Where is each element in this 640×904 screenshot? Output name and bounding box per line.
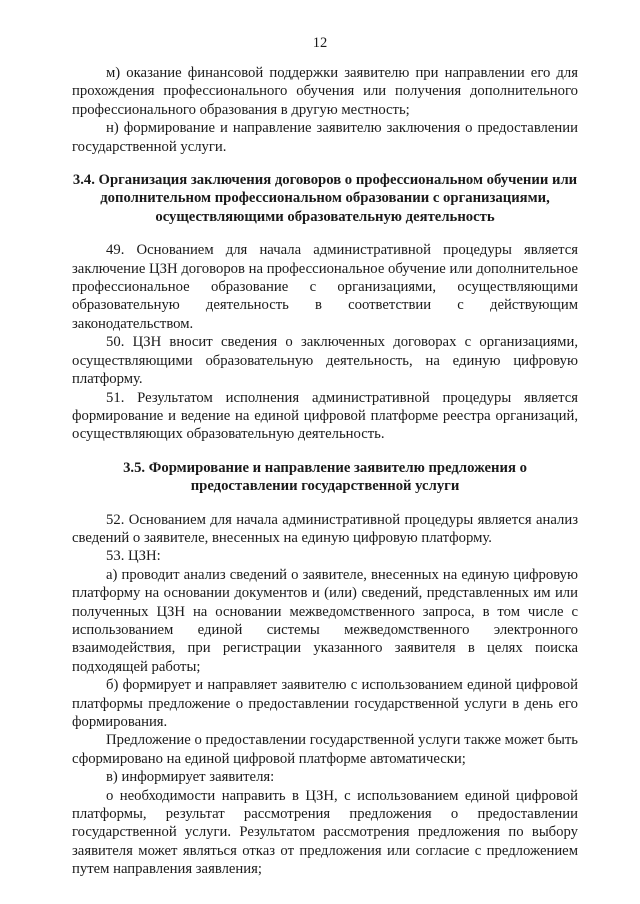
spacer	[72, 444, 578, 459]
spacer	[72, 496, 578, 511]
paragraph-53: 53. ЦЗН:	[106, 548, 161, 565]
spacer	[72, 226, 578, 241]
paragraph-53-a: а) проводит анализ сведений о заявителе, внесенных на единую цифровую платформу на основании документов и (или) сведений, представленных им или полученных ЦЗН на основании межведомственного запроса, в том числе с использованием единой системы межведомственного электронного взаимодействия, при регистрации указанного заявителя в целях поиска подходящей работы;	[72, 566, 578, 675]
paragraph-52: 52. Основанием для начала административной процедуры является анализ сведений о заявителе, внесенных на единую цифровую платформу.	[72, 511, 578, 546]
paragraph-m: м) оказание финансовой поддержки заявителю при направлении его для прохождения профессионального обучения или получения дополнительного профессионального образования в другую местность;	[72, 65, 578, 118]
paragraph-49: 49. Основанием для начала административной процедуры является заключение ЦЗН договоров на профессиональное обучение или дополнительное профессиональное образование с организациями, осуществляющими образовательную деятельность в соответствии с действующим законодательством.	[72, 242, 578, 332]
document-body	[72, 64, 578, 879]
paragraph-50: 50. ЦЗН вносит сведения о заключенных договорах с организациями, осуществляющими образовательную деятельность, на единую цифровую платформу.	[72, 334, 578, 388]
spacer	[72, 156, 578, 171]
paragraph-53-b: б) формирует и направляет заявителю с использованием единой цифровой платформы предложение о предоставлении государственной услуги в день его формирования.	[72, 677, 578, 730]
section-heading-3-5: 3.5. Формирование и направление заявителю предложения о предоставлении государственной услуги	[123, 459, 527, 495]
paragraph-informs-necessity: о необходимости направить в ЦЗН, с использованием единой цифровой платформы, результат рассмотрения предложения о предоставлении государственной услуги. Результатом рассмотрения предложения по выбору заявителя может являться отказ от предложения или согласие с предложением путем направления заявления;	[72, 787, 578, 878]
paragraph-n: н) формирование и направление заявителю заключения о предоставлении государственной услуги.	[72, 120, 578, 155]
paragraph-51: 51. Результатом исполнения административной процедуры является формирование и ведение на единой цифровой платформе реестра организаций, осуществляющих образовательную деятельность.	[72, 389, 578, 443]
paragraph-proposal-auto: Предложение о предоставлении государственной услуги также может быть сформировано на единой цифровой платформе автоматически;	[72, 732, 578, 767]
page-number: 12	[312, 35, 328, 51]
paragraph-53-v: в) информирует заявителя:	[106, 769, 275, 786]
section-heading-3-4: 3.4. Организация заключения договоров о профессиональном обучении или дополнительном профессиональном образовании с организациями, осуществляющими образовательную деятельность	[72, 172, 578, 225]
